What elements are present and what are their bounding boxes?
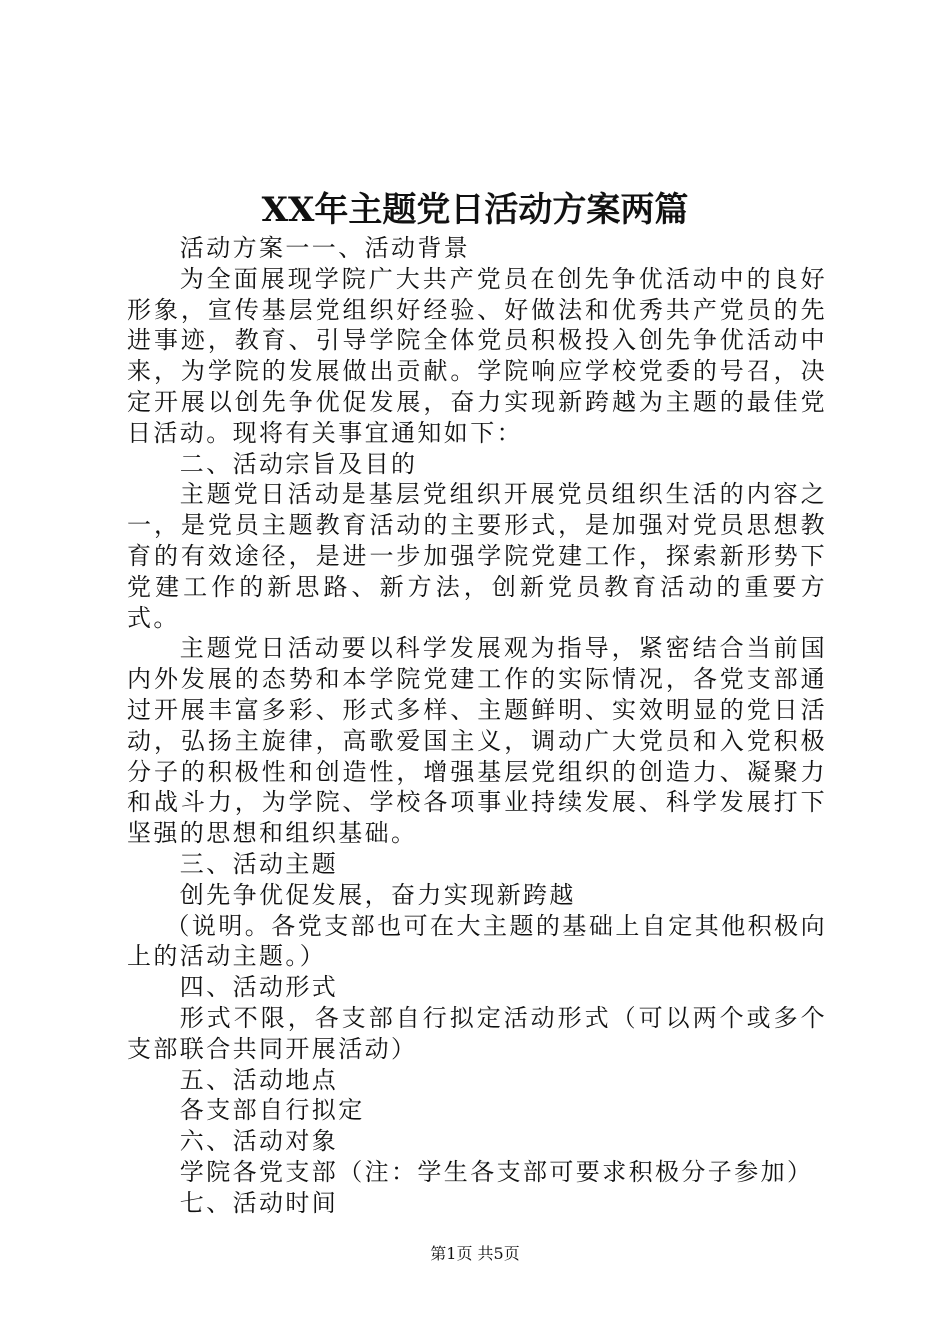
paragraph: 形式不限，各支部自行拟定活动形式（可以两个或多个支部联合共同开展活动）	[127, 1003, 827, 1063]
paragraph: 主题党日活动要以科学发展观为指导，紧密结合当前国内外发展的态势和本学院党建工作的实际情况，各党支部通过开展丰富多彩、形式多样、主题鲜明、实效明显的党日活动，弘扬主旋律，高歌爱国主义，调动广大党员和入党积极分子的积极性和创造性，增强基层党组织的创造力、凝聚力和战斗力，为学院、学校各项事业持续发展、科学发展打下坚强的思想和组织基础。	[127, 634, 827, 848]
paragraph: 七、活动时间	[179, 1188, 339, 1217]
paragraph: 六、活动对象	[179, 1127, 339, 1156]
page-footer: 第1页 共5页	[430, 1244, 520, 1263]
paragraph: 主题党日活动是基层党组织开展党员组织生活的内容之一，是党员主题教育活动的主要形式，是加强对党员思想教育的有效途径，是进一步加强学院党建工作，探索新形势下党建工作的新思路、新方法，创新党员教育活动的重要方式。	[127, 480, 827, 632]
paragraph: 四、活动形式	[179, 973, 339, 1002]
paragraph: 活动方案一一、活动背景	[179, 234, 471, 262]
paragraph: 学院各党支部（注：学生各支部可要求积极分子参加）	[179, 1157, 814, 1186]
paragraph: 三、活动主题	[179, 849, 339, 878]
paragraph: 各支部自行拟定	[179, 1096, 365, 1125]
paragraph: 为全面展现学院广大共产党员在创先争优活动中的良好形象，宣传基层党组织好经验、好做法和优秀共产党员的先进事迹，教育、引导学院全体党员积极投入创先争优活动中来，为学院的发展做出贡献。学院响应学校党委的号召，决定开展以创先争优促发展，奋力实现新跨越为主题的最佳党日活动。现将有关事宜通知如下：	[127, 264, 827, 447]
paragraph: 二、活动宗旨及目的	[179, 449, 418, 478]
paragraph: （说明。各党支部也可在大主题的基础上自定其他积极向上的活动主题。）	[127, 911, 827, 971]
document-body	[127, 233, 827, 1219]
paragraph: 创先争优促发展，奋力实现新跨越	[179, 880, 576, 909]
document-title: XX年主题党日活动方案两篇	[261, 190, 689, 230]
paragraph: 五、活动地点	[179, 1065, 339, 1094]
